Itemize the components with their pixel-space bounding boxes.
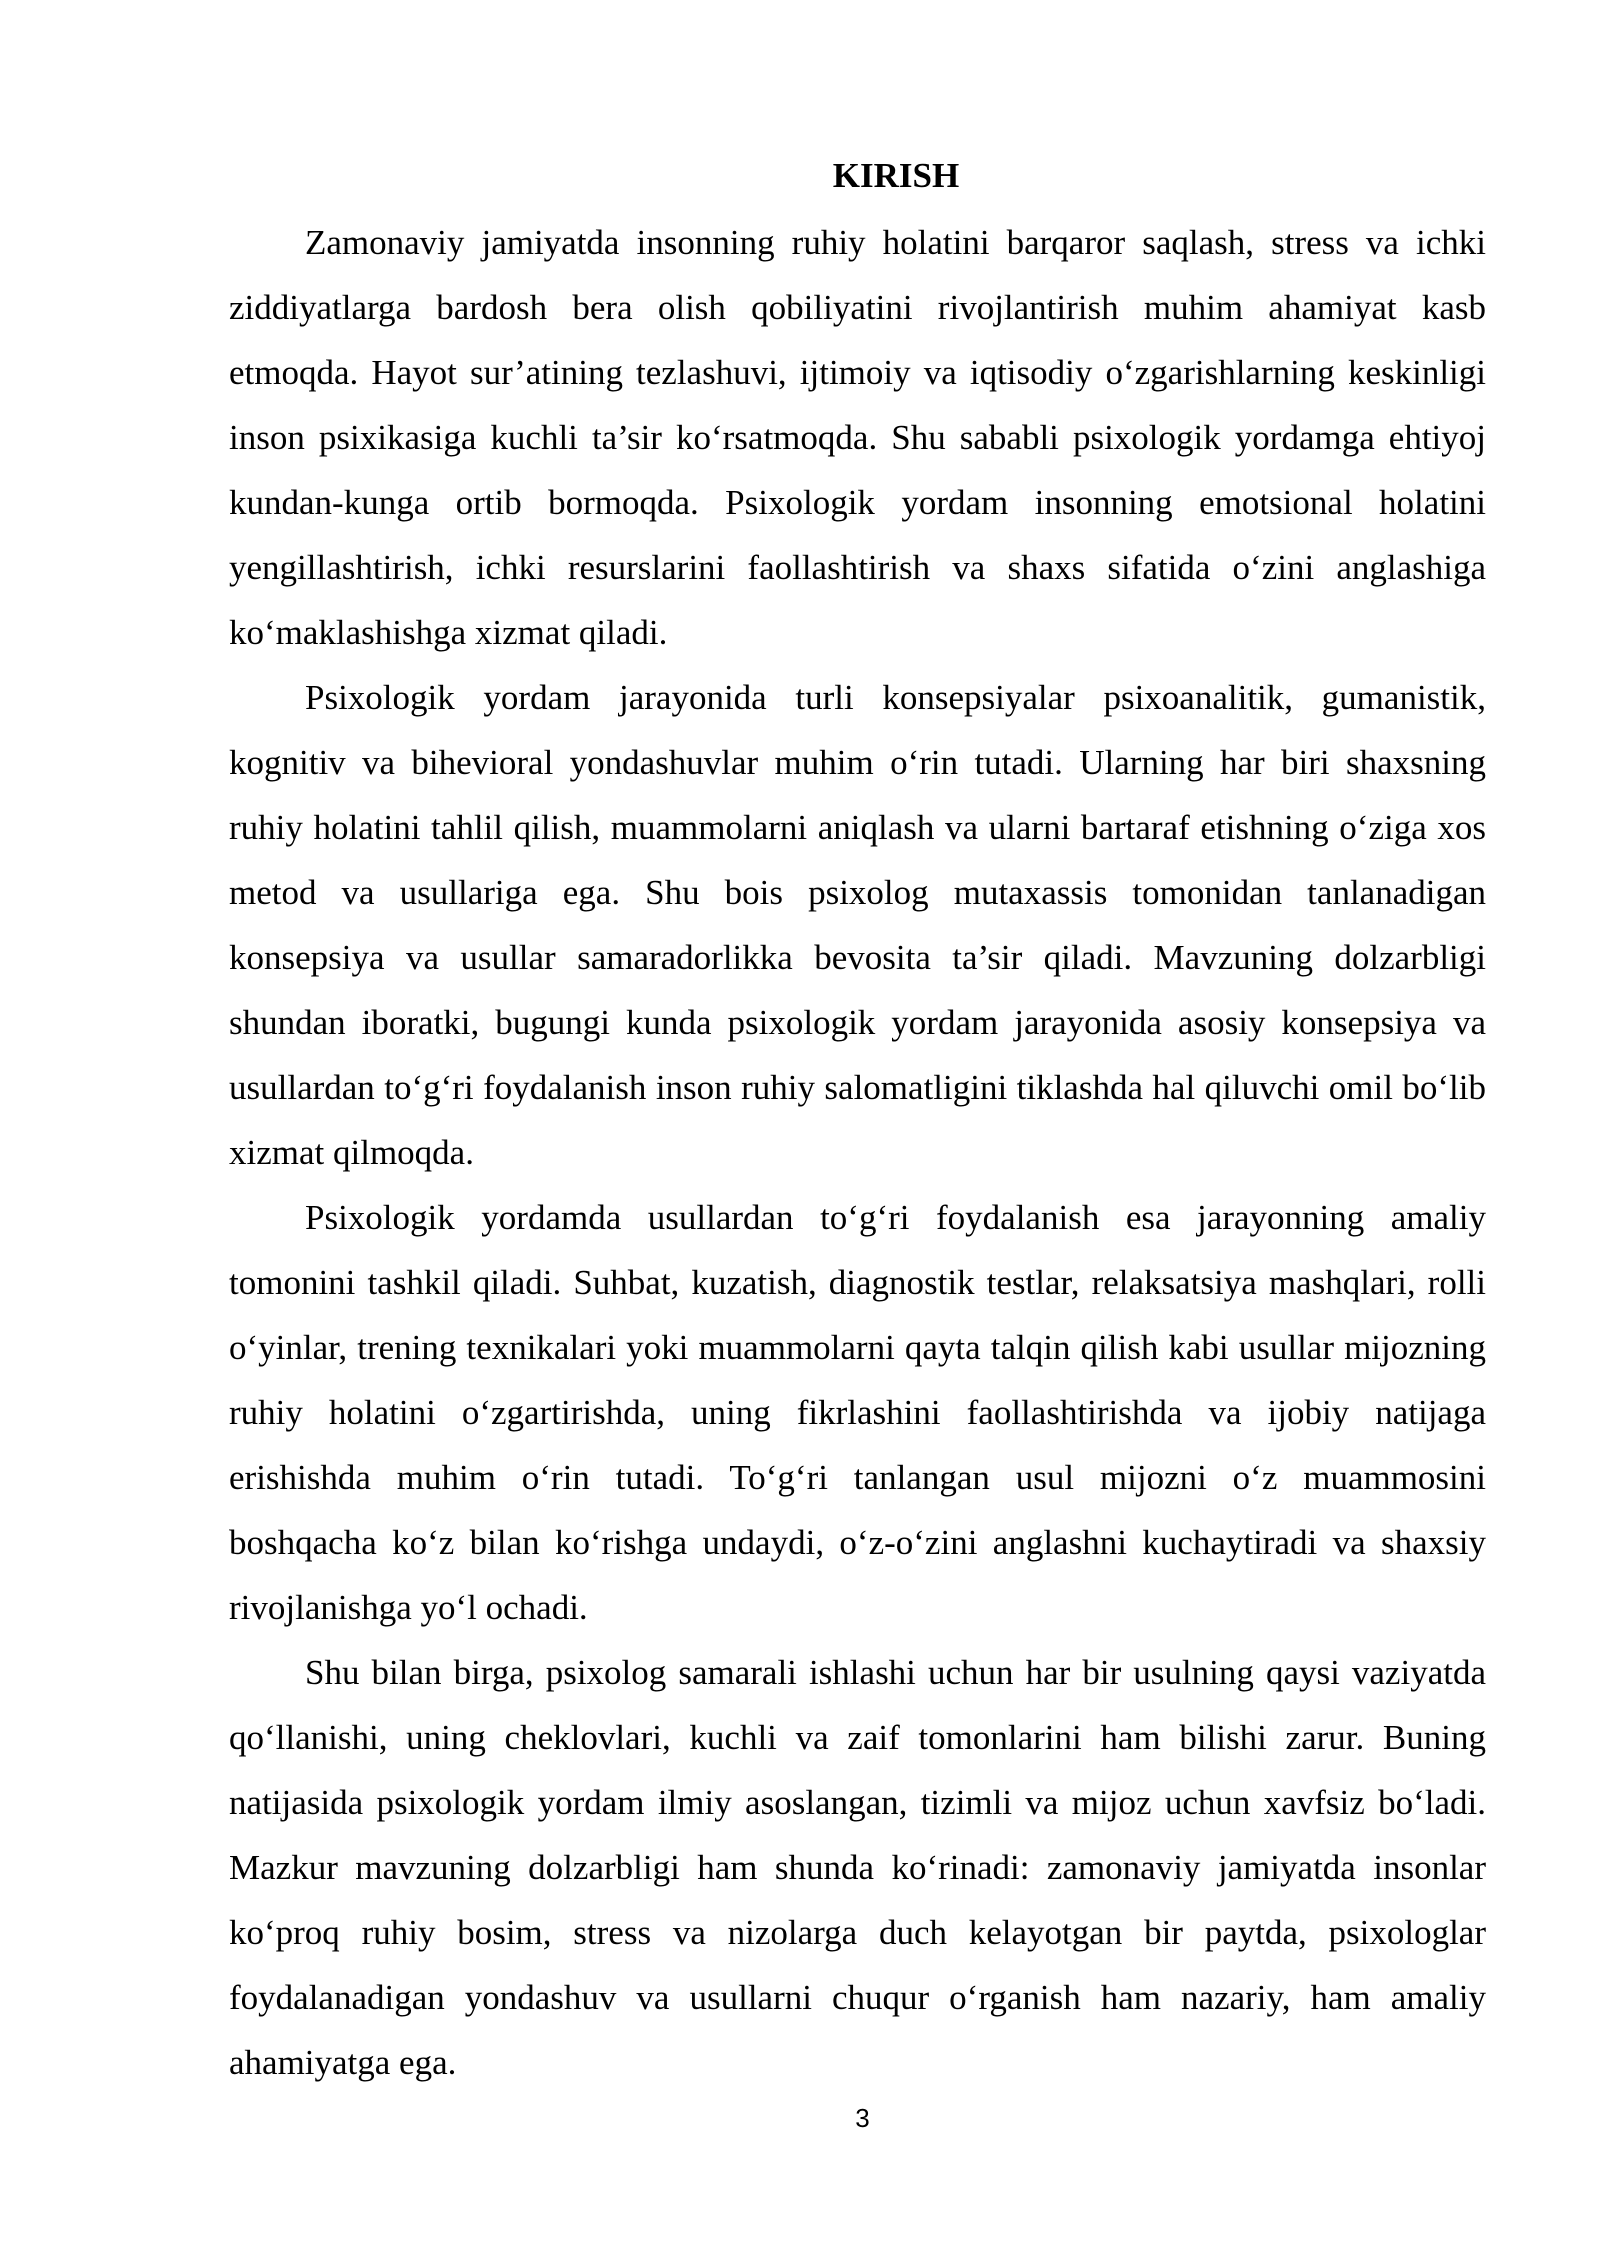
page-number: 3	[855, 2103, 870, 2133]
section-heading: KIRISH	[832, 156, 960, 195]
paragraph-2: Psixologik yordam jarayonida turli konsepsiyalar psixoanalitik, gumanistik, kognitiv va bihevioral yondashuvlar muhim o‘rin tutadi. Ularning har biri shaxsning ruhiy holatini tahlil qilish, muammolarni aniqlash va ularni bartaraf etishning o‘ziga xos metod va usullariga ega. Shu bois psixolog mutaxassis tomonidan tanlanadigan konsepsiya va usullar samaradorlikka bevosita ta’sir qiladi. Mavzuning dolzarbligi shundan iboratki, bugungi kunda psixologik yordam jarayonida asosiy konsepsiya va usullardan to‘g‘ri foydalanish inson ruhiy salomatligini tiklashda hal qiluvchi omil bo‘lib xizmat qilmoqda.	[229, 678, 1486, 1172]
body-text	[229, 210, 1486, 2095]
paragraph-1: Zamonaviy jamiyatda insonning ruhiy holatini barqaror saqlash, stress va ichki ziddiyatlarga bardosh bera olish qobiliyatini rivojlantirish muhim ahamiyat kasb etmoqda. Hayot sur’atining tezlashuvi, ijtimoiy va iqtisodiy o‘zgarishlarning keskinligi inson psixikasiga kuchli ta’sir ko‘rsatmoqda. Shu sababli psixologik yordamga ehtiyoj kundan-kunga ortib bormoqda. Psixologik yordam insonning emotsional holatini yengillashtirish, ichki resurslarini faollashtirish va shaxs sifatida o‘zini anglashiga ko‘maklashishga xizmat qiladi.	[229, 223, 1486, 652]
paragraph-3: Psixologik yordamda usullardan to‘g‘ri foydalanish esa jarayonning amaliy tomonini tashkil qiladi. Suhbat, kuzatish, diagnostik testlar, relaksatsiya mashqlari, rolli o‘yinlar, trening texnikalari yoki muammolarni qayta talqin qilish kabi usullar mijozning ruhiy holatini o‘zgartirishda, uning fikrlashini faollashtirishda va ijobiy natijaga erishishda muhim o‘rin tutadi. To‘g‘ri tanlangan usul mijozni o‘z muammosini boshqacha ko‘z bilan ko‘rishga undaydi, o‘z-o‘zini anglashni kuchaytiradi va shaxsiy rivojlanishga yo‘l ochadi.	[229, 1198, 1486, 1627]
paragraph-4: Shu bilan birga, psixolog samarali ishlashi uchun har bir usulning qaysi vaziyatda qo‘llanishi, uning cheklovlari, kuchli va zaif tomonlarini ham bilishi zarur. Buning natijasida psixologik yordam ilmiy asoslangan, tizimli va mijoz uchun xavfsiz bo‘ladi. Mazkur mavzuning dolzarbligi ham shunda ko‘rinadi: zamonaviy jamiyatda insonlar ko‘proq ruhiy bosim, stress va nizolarga duch kelayotgan bir paytda, psixologlar foydalanadigan yondashuv va usullarni chuqur o‘rganish ham nazariy, ham amaliy ahamiyatga ega.	[229, 1653, 1486, 2082]
